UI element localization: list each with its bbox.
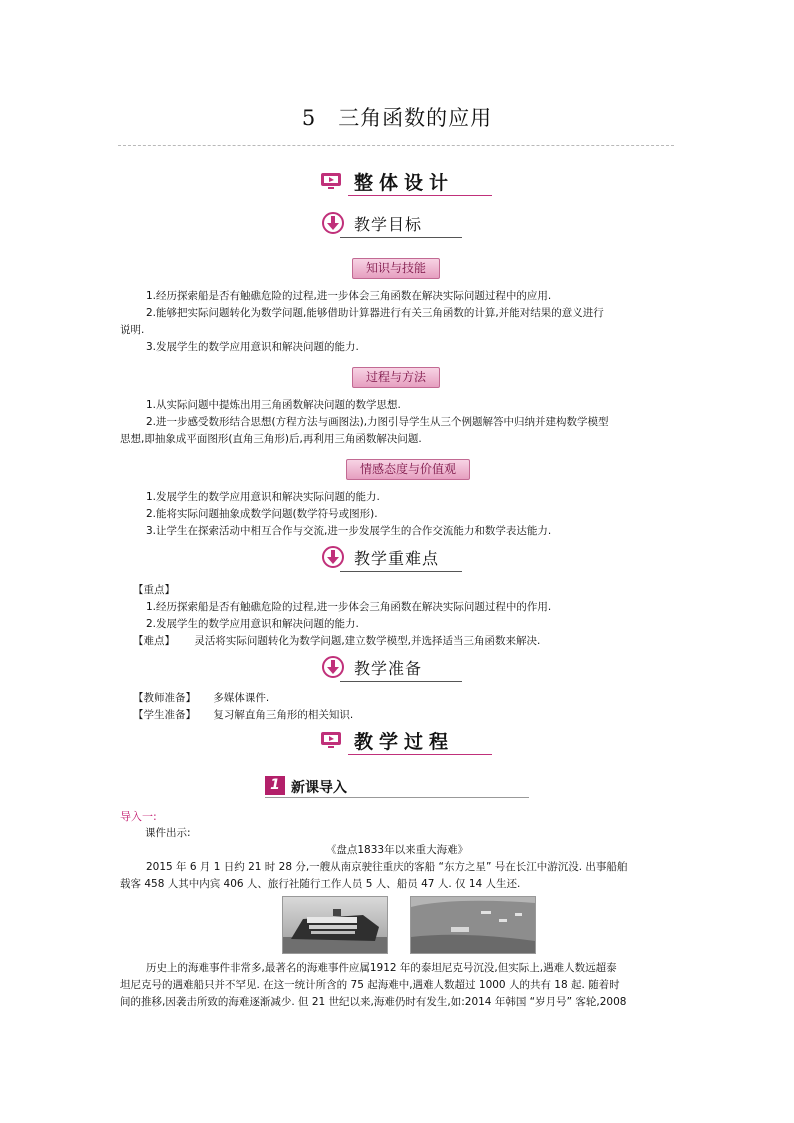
student-prep-label: 【学生准备】 [133, 709, 196, 721]
list-item: 1.经历探索船是否有触礁危险的过程,进一步体会三角函数在解决实际问题过程中的作用. [146, 601, 552, 613]
emotion-list [120, 489, 680, 540]
list-item: 1.发展学生的数学应用意识和解决实际问题的能力. [146, 491, 380, 503]
monitor-icon [320, 731, 342, 749]
ship-image [283, 897, 387, 953]
knowledge-list [120, 288, 680, 356]
list-item: 思想,即抽象成平面图形(直角三角形)后,再利用三角函数解决问题. [120, 433, 422, 445]
list-item: 2.能够把实际问题转化为数学问题,能够借助计算器进行有关三角函数的计算,并能对结果的意义进行 [146, 307, 604, 319]
section-overall-design: 整体设计 [320, 170, 492, 196]
section-process: 教学过程 [320, 729, 492, 755]
badge-knowledge: 知识与技能 [352, 258, 440, 279]
river-photo [410, 896, 536, 954]
down-arrow-icon [322, 546, 344, 568]
student-prep-text: 复习解直角三角形的相关知识. [213, 709, 354, 721]
difficulty-label: 【难点】 [133, 635, 175, 647]
teacher-prep-text: 多媒体课件. [213, 692, 270, 704]
list-item: 2.能将实际问题抽象成数学问题(数学符号或图形). [146, 508, 378, 520]
section-teaching-goals: 教学目标 [322, 212, 462, 238]
intro-para-2: 历史上的海难事件非常多,最著名的海难事件应属1912 年的泰坦尼克号沉没,但实际上,遇难人数远超泰 坦尼克号的遇难船只并不罕见. 在这一统计所含的 75 起海难中,遇难人数超过 1000 人的共有 18 起. 随着时 间的推移,因袭击所致的海难逐渐减少. 但 21 世纪以来,海难仍时有发生,如:2014 年韩国 “岁月号” 客轮,2008 [120, 962, 627, 1008]
section-preparation: 教学准备 [322, 656, 462, 682]
section-key-points: 教学重难点 [322, 546, 462, 572]
teacher-prep-label: 【教师准备】 [133, 692, 196, 704]
list-item: 3.让学生在探索活动中相互合作与交流,进一步发展学生的合作交流能力和数学表达能力. [146, 525, 552, 537]
focus-label: 【重点】 [133, 584, 175, 596]
list-item: 1.从实际问题中提炼出用三角函数解决问题的数学思想. [146, 399, 401, 411]
page-title [0, 102, 794, 132]
river-rescue-image [411, 897, 535, 953]
badge-process-method: 过程与方法 [352, 367, 440, 388]
monitor-icon [320, 172, 342, 190]
intro-label: 导入一: [120, 810, 157, 823]
list-item: 说明. [120, 324, 145, 336]
list-item: 2.发展学生的数学应用意识和解决问题的能力. [146, 618, 359, 630]
down-arrow-icon [322, 656, 344, 678]
process-list [120, 397, 680, 448]
difficulty-text: 灵活将实际问题转化为数学问题,建立数学模型,并选择适当三角函数来解决. [194, 635, 541, 647]
list-item: 1.经历探索船是否有触礁危险的过程,进一步体会三角函数在解决实际问题过程中的应用. [146, 290, 552, 302]
list-item: 2.进一步感受数形结合思想(方程方法与画图法),力图引导学生从三个例题解答中归纳并建构数学模型 [146, 416, 609, 428]
chapter-number: 5 [301, 106, 317, 130]
list-item: 3.发展学生的数学应用意识和解决问题的能力. [146, 341, 359, 353]
down-arrow-icon [322, 212, 344, 234]
lesson-header [265, 776, 529, 796]
intro-para-1: 2015 年 6 月 1 日约 21 时 28 分,一艘从南京驶往重庆的客船 “东方之星” 号在长江中游沉没. 出事船舶 载客 458 人其中内宾 406 人、旅行社随行工作人员 5 人、船员 47 人. 仅 14 人生还. [120, 861, 628, 890]
preparation-body [133, 690, 683, 724]
lesson-number: 1 [265, 776, 285, 795]
chapter-title: 三角函数的应用 [338, 106, 493, 130]
badge-emotion: 情感态度与价值观 [346, 459, 470, 480]
lesson-title: 新课导入 [291, 780, 347, 796]
courseware-label: 课件出示: [145, 827, 191, 839]
key-points-body [133, 582, 683, 650]
ship-photo [282, 896, 388, 954]
intro-headline: 《盘点1833年以来重大海难》 [325, 844, 469, 856]
title-divider [118, 145, 674, 146]
